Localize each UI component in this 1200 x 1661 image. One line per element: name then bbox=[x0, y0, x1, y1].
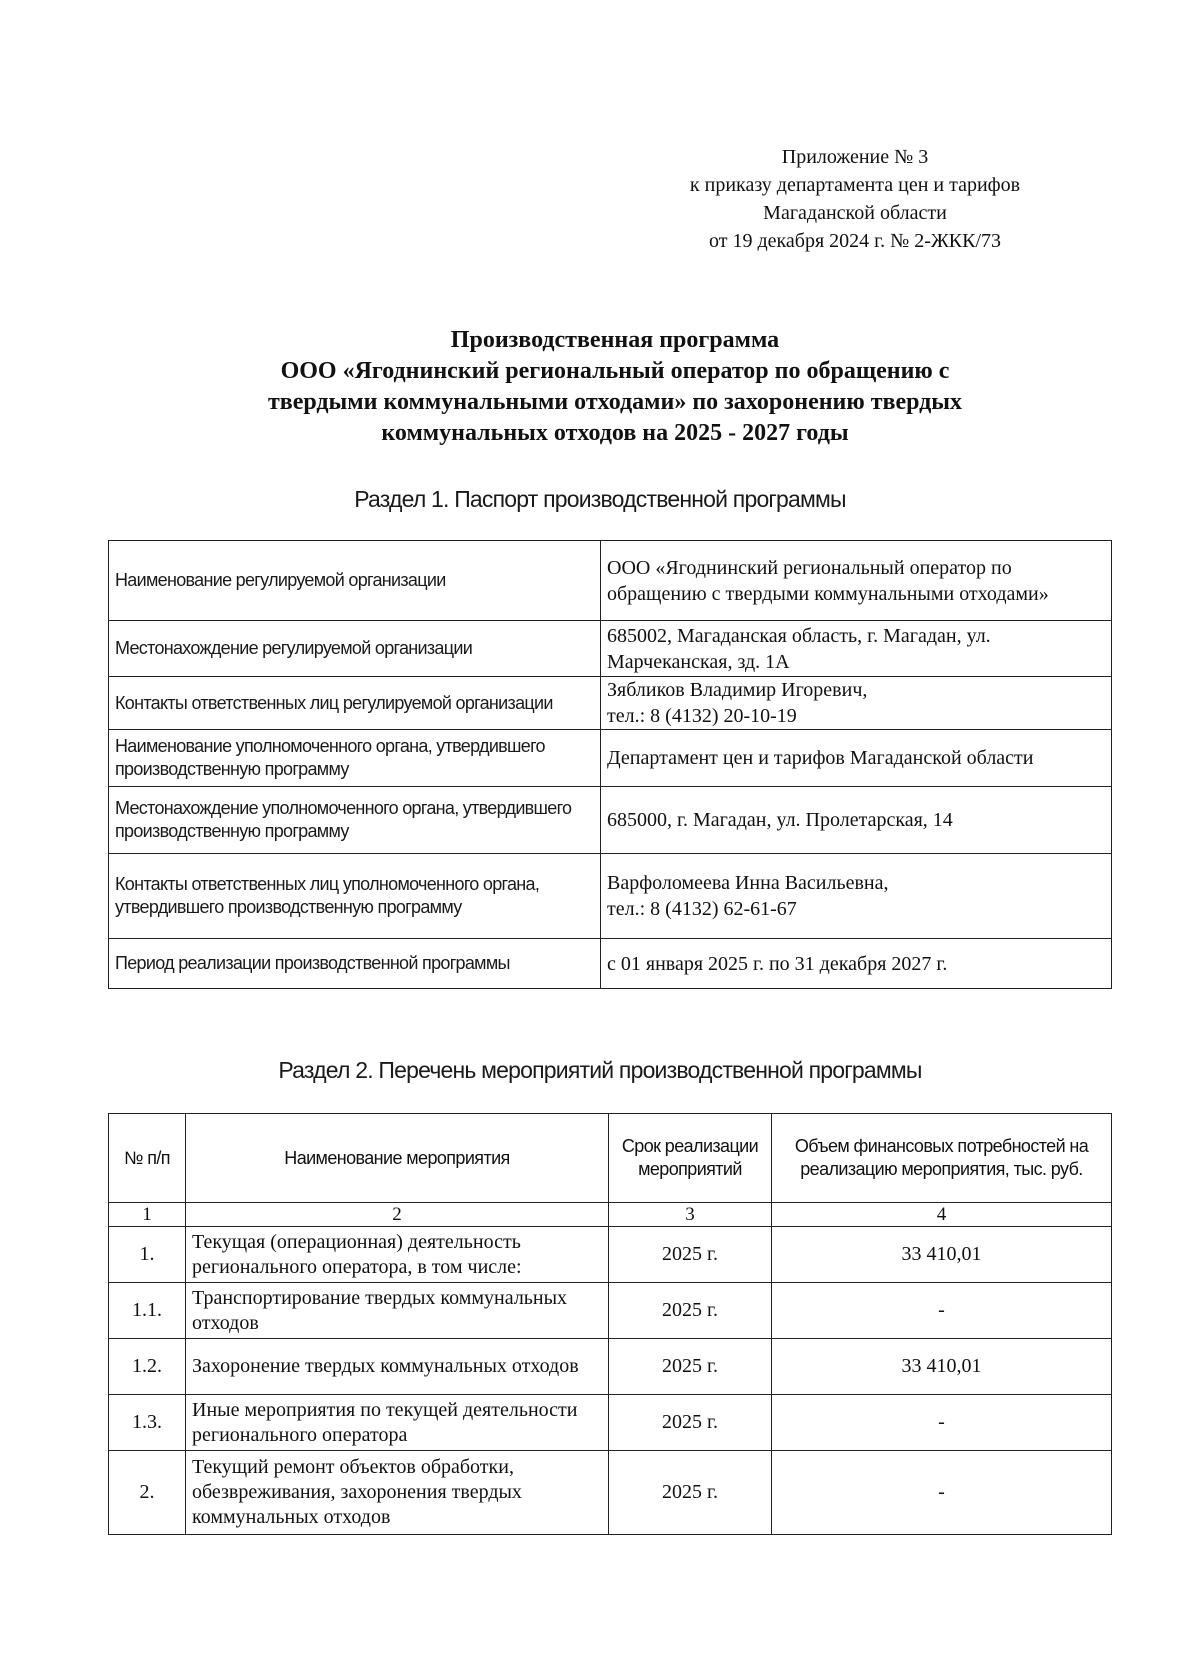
row-term: 2025 г. bbox=[609, 1283, 772, 1339]
row-name: Иные мероприятия по текущей деятельности регионального оператора bbox=[186, 1395, 609, 1451]
row-name: Текущая (операционная) деятельность регионального оператора, в том числе: bbox=[186, 1227, 609, 1283]
section-1-heading: Раздел 1. Паспорт производственной программы bbox=[354, 486, 846, 512]
passport-row bbox=[109, 541, 1112, 621]
passport-row bbox=[109, 939, 1112, 989]
passport-value: с 01 января 2025 г. по 31 декабря 2027 г. bbox=[601, 939, 1112, 989]
row-volume: 33 410,01 bbox=[772, 1339, 1112, 1395]
passport-label: Контакты ответственных лиц уполномоченного органа, утвердившего производственную программу bbox=[109, 854, 601, 939]
title-line-4: коммунальных отходов на 2025 - 2027 годы bbox=[381, 420, 849, 446]
title-line-1: Производственная программа bbox=[450, 327, 780, 353]
section-2-heading: Раздел 2. Перечень мероприятий производственной программы bbox=[278, 1057, 922, 1083]
passport-label: Местонахождение уполномоченного органа, утвердившего производственную программу bbox=[109, 787, 601, 854]
contact-phone: тел.: 8 (4132) 62-61-67 bbox=[607, 898, 797, 920]
passport-value: ООО «Ягоднинский региональный оператор по обращению с твердыми коммунальными отходами» bbox=[601, 541, 1112, 621]
passport-label: Местонахождение регулируемой организации bbox=[109, 621, 601, 677]
passport-label: Контакты ответственных лиц регулируемой организации bbox=[109, 677, 601, 730]
table-row bbox=[109, 1451, 1112, 1535]
row-volume: - bbox=[772, 1451, 1112, 1535]
passport-label: Наименование регулируемой организации bbox=[109, 541, 601, 621]
column-number: 3 bbox=[609, 1203, 772, 1227]
annex-date: от 19 декабря 2024 г. № 2-ЖКК/73 bbox=[708, 230, 1002, 252]
annex-block bbox=[640, 143, 1070, 255]
row-volume: - bbox=[772, 1395, 1112, 1451]
passport-label: Наименование уполномоченного органа, утвердившего производственную программу bbox=[109, 730, 601, 787]
table-row bbox=[109, 1339, 1112, 1395]
column-number: 1 bbox=[109, 1203, 186, 1227]
passport-row bbox=[109, 621, 1112, 677]
contact-phone: тел.: 8 (4132) 20-10-19 bbox=[607, 705, 797, 727]
contact-name: Зябликов Владимир Игоревич, bbox=[607, 679, 868, 701]
row-term: 2025 г. bbox=[609, 1451, 772, 1535]
row-term: 2025 г. bbox=[609, 1395, 772, 1451]
title-line-2: ООО «Ягоднинский региональный оператор по обращению с bbox=[280, 358, 950, 384]
row-number: 1.1. bbox=[109, 1283, 186, 1339]
passport-row bbox=[109, 730, 1112, 787]
annex-region: Магаданской области bbox=[763, 202, 947, 224]
table-row bbox=[109, 1395, 1112, 1451]
row-name: Захоронение твердых коммунальных отходов bbox=[186, 1339, 609, 1395]
column-number-row bbox=[109, 1203, 1112, 1227]
row-term: 2025 г. bbox=[609, 1339, 772, 1395]
document-title bbox=[150, 325, 1080, 449]
annex-number: Приложение № 3 bbox=[781, 146, 929, 168]
title-line-3: твердыми коммунальными отходами» по захоронению твердых bbox=[267, 389, 963, 415]
row-number: 1. bbox=[109, 1227, 186, 1283]
passport-value bbox=[601, 677, 1112, 730]
passport-row bbox=[109, 677, 1112, 730]
row-volume: - bbox=[772, 1283, 1112, 1339]
row-name: Текущий ремонт объектов обработки, обезвреживания, захоронения твердых коммунальных отходов bbox=[186, 1451, 609, 1535]
passport-value bbox=[601, 854, 1112, 939]
row-name: Транспортирование твердых коммунальных отходов bbox=[186, 1283, 609, 1339]
measures-table bbox=[108, 1113, 1112, 1535]
column-number: 2 bbox=[186, 1203, 609, 1227]
column-number: 4 bbox=[772, 1203, 1112, 1227]
row-term: 2025 г. bbox=[609, 1227, 772, 1283]
header-name: Наименование мероприятия bbox=[186, 1114, 609, 1203]
header-term: Срок реализации мероприятий bbox=[609, 1114, 772, 1203]
header-number: № п/п bbox=[109, 1114, 186, 1203]
annex-order-ref: к приказу департамента цен и тарифов bbox=[689, 174, 1021, 196]
row-volume: 33 410,01 bbox=[772, 1227, 1112, 1283]
contact-name: Варфоломеева Инна Васильевна, bbox=[607, 872, 889, 894]
row-number: 1.3. bbox=[109, 1395, 186, 1451]
passport-label: Период реализации производственной программы bbox=[109, 939, 601, 989]
header-volume: Объем финансовых потребностей на реализацию мероприятия, тыс. руб. bbox=[772, 1114, 1112, 1203]
row-number: 1.2. bbox=[109, 1339, 186, 1395]
table-row bbox=[109, 1227, 1112, 1283]
passport-value: 685000, г. Магадан, ул. Пролетарская, 14 bbox=[601, 787, 1112, 854]
passport-table bbox=[108, 540, 1112, 989]
passport-value: 685002, Магаданская область, г. Магадан, ул. Марчеканская, зд. 1А bbox=[601, 621, 1112, 677]
table-row bbox=[109, 1283, 1112, 1339]
row-number: 2. bbox=[109, 1451, 186, 1535]
passport-value: Департамент цен и тарифов Магаданской области bbox=[601, 730, 1112, 787]
passport-row bbox=[109, 854, 1112, 939]
passport-row bbox=[109, 787, 1112, 854]
measures-header-row bbox=[109, 1114, 1112, 1203]
